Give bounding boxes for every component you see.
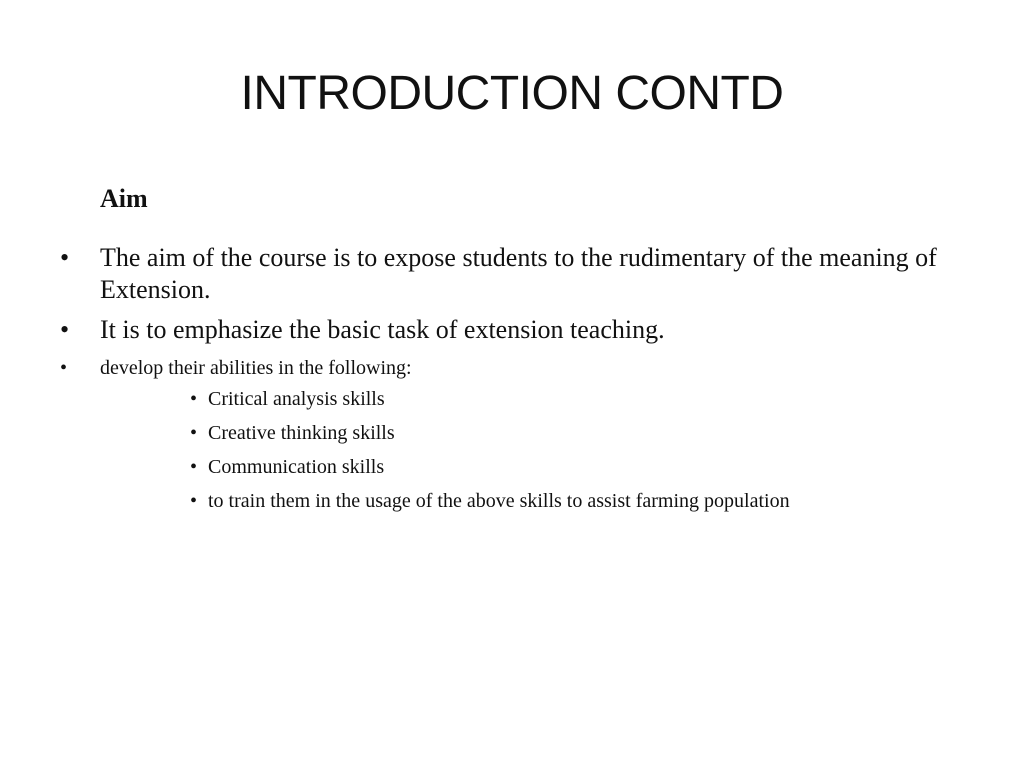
- sub-bullet-communication: [190, 454, 910, 480]
- sub-bullet-text: Communication skills: [208, 456, 385, 478]
- bullet-dot-icon: •: [190, 456, 198, 478]
- bullet-text: develop their abilities in the following:: [100, 357, 412, 379]
- bullet-dot-icon: •: [190, 490, 198, 512]
- bullet-dot-icon: •: [60, 357, 68, 379]
- aim-heading: Aim: [100, 184, 148, 213]
- sub-bullet-creative-thinking: [190, 420, 910, 446]
- bullet-dot-icon: •: [60, 243, 70, 272]
- bullet-text: The aim of the course is to expose students to the rudimentary of the meaning of Extension.: [100, 243, 937, 304]
- bullet-item-emphasize-task: [56, 314, 956, 346]
- main-bullet-list: [56, 242, 956, 522]
- sub-bullet-text: Creative thinking skills: [208, 422, 395, 444]
- bullet-text: It is to emphasize the basic task of extension teaching.: [100, 315, 665, 344]
- sub-bullet-list: [100, 386, 910, 514]
- bullet-dot-icon: •: [190, 422, 198, 444]
- sub-bullet-critical-analysis: [190, 386, 910, 412]
- bullet-item-course-aim: [56, 242, 956, 306]
- sub-bullet-text: Critical analysis skills: [208, 388, 385, 410]
- sub-bullet-train-usage: [190, 488, 910, 514]
- sub-bullet-text: to train them in the usage of the above skills to assist farming population: [208, 490, 790, 512]
- bullet-item-develop-abilities: [56, 354, 956, 514]
- bullet-dot-icon: •: [190, 388, 198, 410]
- slide-title: INTRODUCTION CONTD: [240, 67, 784, 120]
- bullet-dot-icon: •: [60, 315, 70, 344]
